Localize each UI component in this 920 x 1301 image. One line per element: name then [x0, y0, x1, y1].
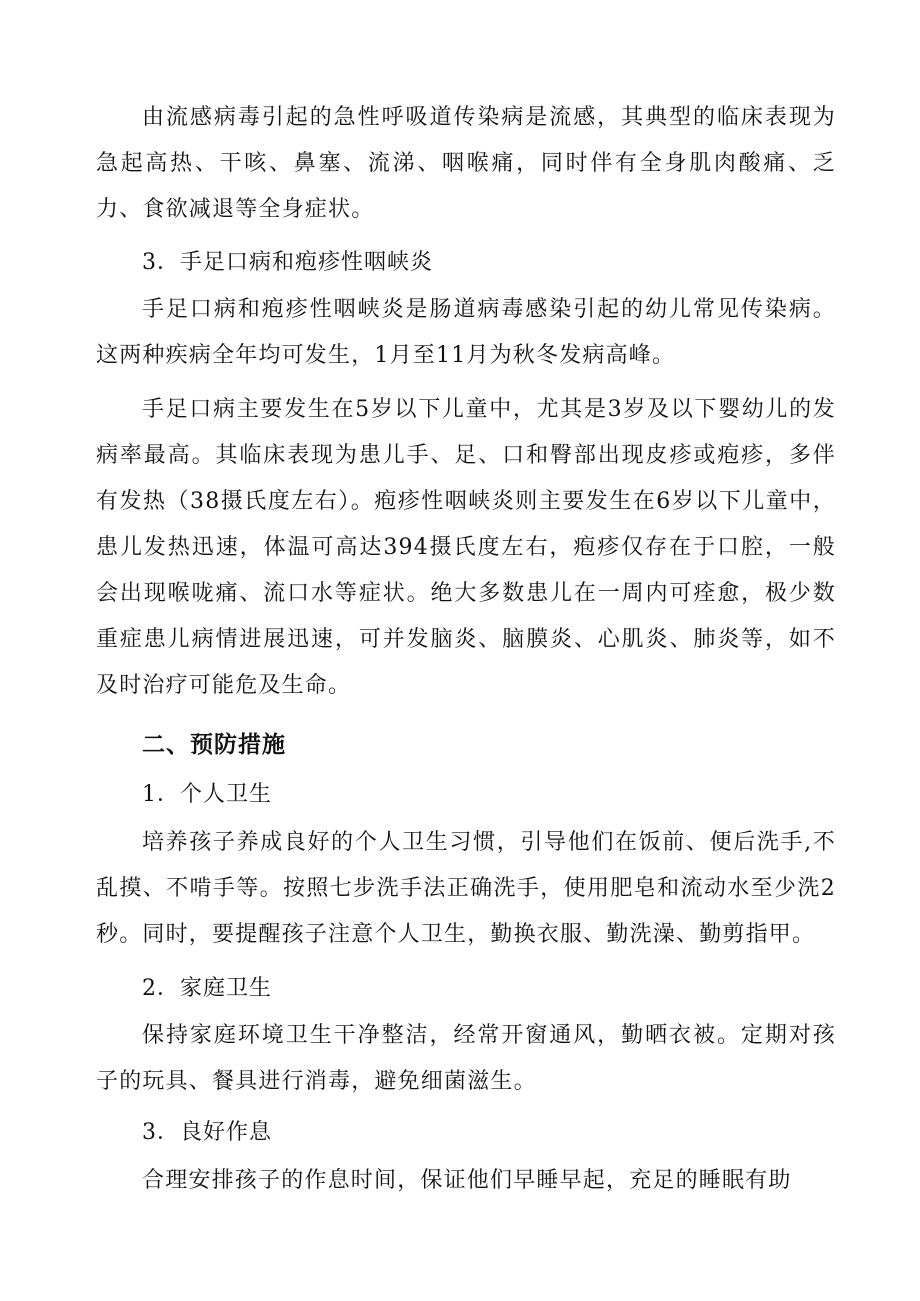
subheading-home-hygiene: 2．家庭卫生: [142, 976, 272, 1001]
subheading-good-routine: 3．良好作息: [142, 1120, 272, 1145]
section-heading-prevention: 二、预防措施: [142, 732, 286, 758]
paragraph-influenza: 由流感病毒引起的急性呼吸道传染病是流感，其典型的临床表现为急起高热、干咳、鼻塞、流涕、咽喉痛，同时伴有全身肌肉酸痛、乏力、食欲减退等全身症状。: [96, 105, 836, 222]
paragraph-hfmd-overview: 手足口病和疱疹性咽峡炎是肠道病毒感染引起的幼儿常见传染病。这两种疾病全年均可发生，1月至11月为秋冬发病高峰。: [96, 297, 836, 368]
paragraph-good-routine: 合理安排孩子的作息时间，保证他们早睡早起，充足的睡眠有助: [142, 1168, 792, 1193]
paragraph-home-hygiene: 保持家庭环境卫生干净整洁，经常开窗通风，勤晒衣被。定期对孩子的玩具、餐具进行消毒，避免细菌滋生。: [96, 1023, 836, 1094]
subheading-personal-hygiene: 1．个人卫生: [142, 782, 272, 807]
paragraph-personal-hygiene: 培养孩子养成良好的个人卫生习惯，引导他们在饭前、便后洗手,不乱摸、不啃手等。按照七步洗手法正确洗手，使用肥皂和流动水至少洗2秒。同时，要提醒孩子注意个人卫生，勤换衣服、勤洗澡、勤剪指甲。: [96, 830, 836, 947]
paragraph-hfmd-details: 手足口病主要发生在5岁以下儿童中，尤其是3岁及以下婴幼儿的发病率最高。其临床表现为患儿手、足、口和臀部出现皮疹或疱疹，多伴有发热（38摄氏度左右）。疱疹性咽峡炎则主要发生在6岁以下儿童中，患儿发热迅速，体温可高达394摄氏度左右，疱疹仅存在于口腔，一般会出现喉咙痛、流口水等症状。绝大多数患儿在一周内可痊愈，极少数重症患儿病情进展迅速，可并发脑炎、脑膜炎、心肌炎、肺炎等，如不及时治疗可能危及生命。: [96, 397, 836, 698]
subheading-hfmd: 3．手足口病和疱疹性咽峡炎: [142, 250, 433, 275]
